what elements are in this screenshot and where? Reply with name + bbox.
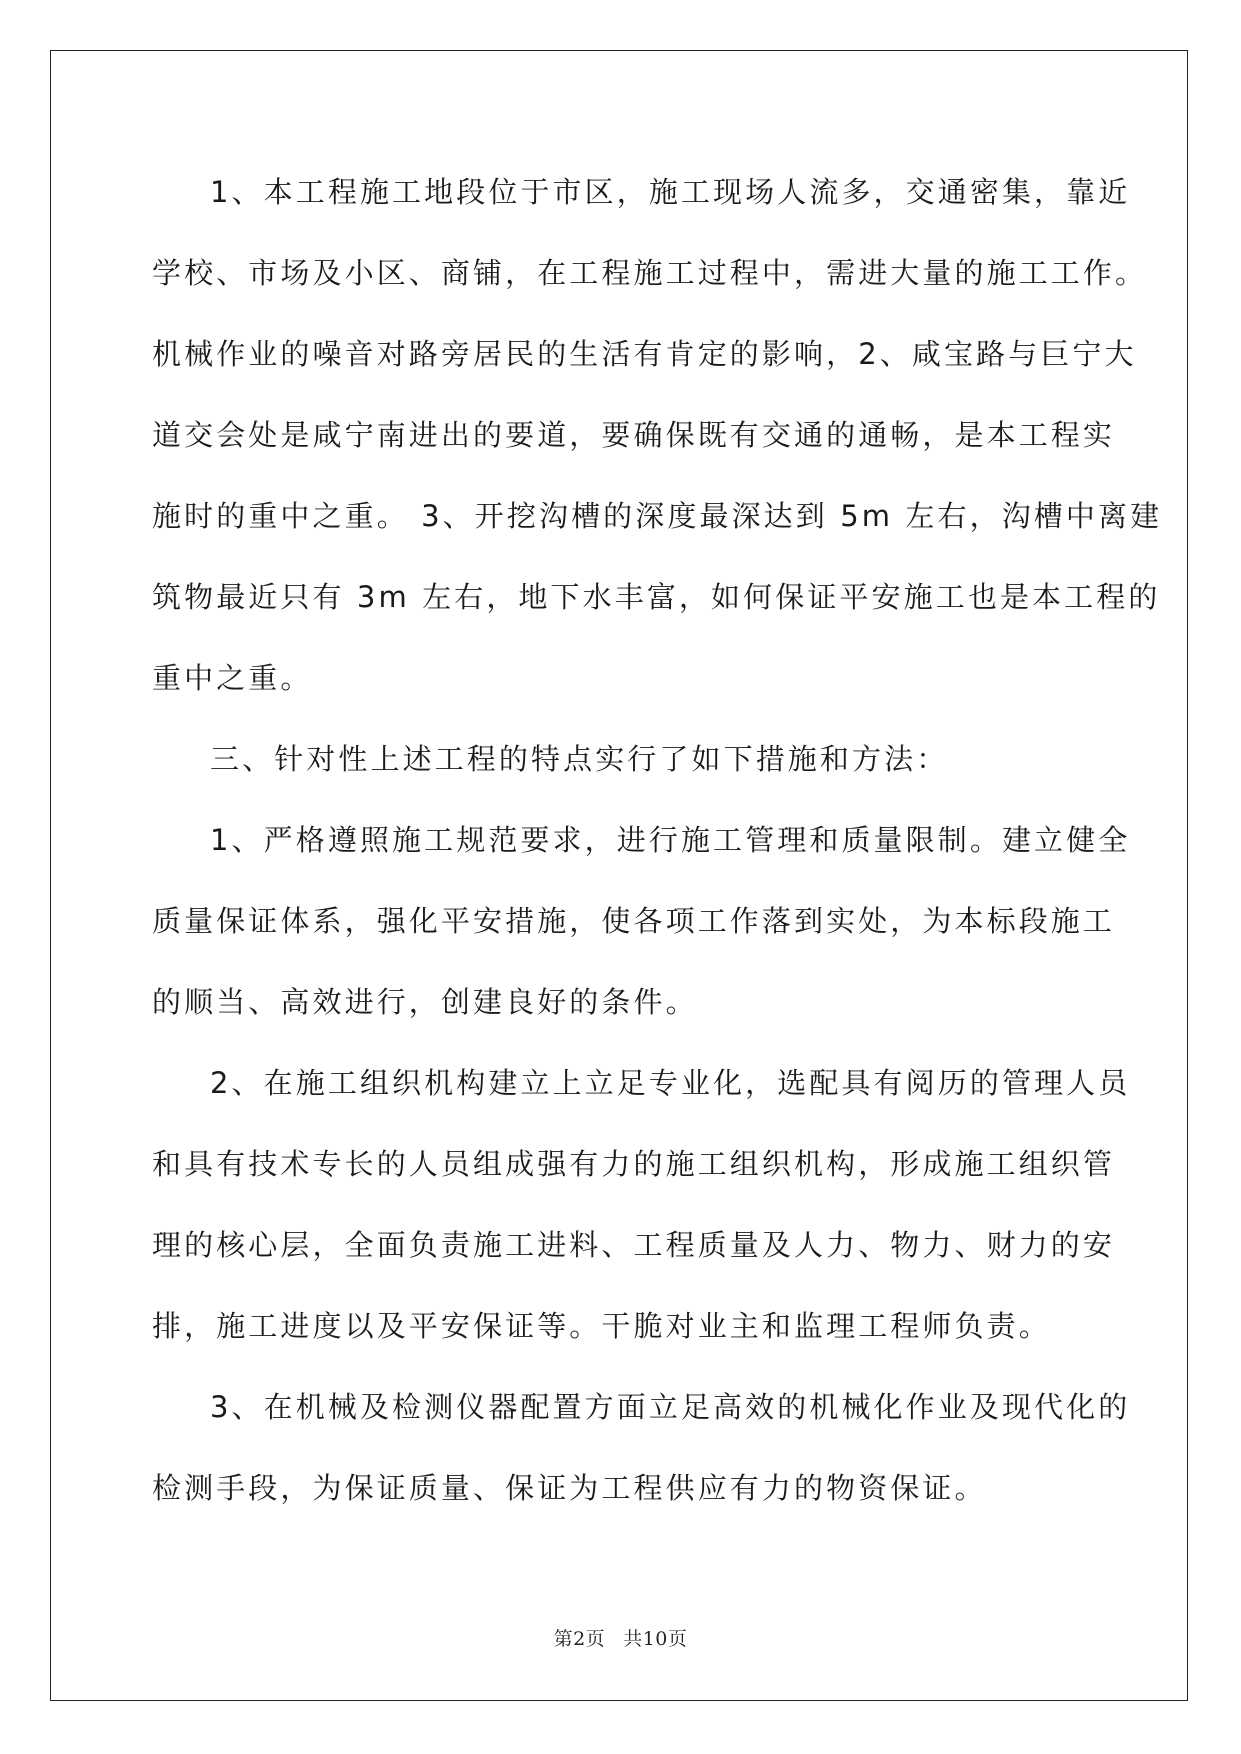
paragraph-4-line-1: 2、在施工组织机构建立上立足专业化，选配具有阅历的管理人员 — [210, 1066, 1131, 1100]
paragraph-1-line-2: 学校、市场及小区、商铺，在工程施工过程中，需进大量的施工工作。 — [152, 256, 1148, 290]
paragraph-1-line-7: 重中之重。 — [152, 661, 313, 695]
paragraph-1-line-3: 机械作业的噪音对路旁居民的生活有肯定的影响，2、咸宝路与巨宁大 — [152, 337, 1137, 371]
paragraph-3-line-2: 质量保证体系，强化平安措施，使各项工作落到实处，为本标段施工 — [152, 904, 1116, 938]
page-number: 第2页 — [553, 1628, 606, 1650]
page-footer — [0, 1624, 1241, 1651]
document-body — [152, 152, 1163, 1529]
paragraph-1-line-1: 1、本工程施工地段位于市区，施工现场人流多，交通密集，靠近 — [210, 175, 1131, 209]
paragraph-4-line-4: 排，施工进度以及平安保证等。干脆对业主和监理工程师负责。 — [152, 1309, 1051, 1343]
paragraph-1-line-6: 筑物最近只有 3m 左右，地下水丰富，如何保证平安施工也是本工程的 — [152, 580, 1161, 614]
paragraph-4-line-3: 理的核心层，全面负责施工进料、工程质量及人力、物力、财力的安 — [152, 1228, 1116, 1262]
paragraph-3-line-1: 1、严格遵照施工规范要求，进行施工管理和质量限制。建立健全 — [210, 823, 1131, 857]
paragraph-1-line-5: 施时的重中之重。 3、开挖沟槽的深度最深达到 5m 左右，沟槽中离建 — [152, 499, 1163, 533]
paragraph-5-line-2: 检测手段，为保证质量、保证为工程供应有力的物资保证。 — [152, 1471, 987, 1505]
section-heading: 三、针对性上述工程的特点实行了如下措施和方法： — [210, 742, 949, 776]
page-total: 共10页 — [623, 1628, 688, 1650]
paragraph-3-line-3: 的顺当、高效进行，创建良好的条件。 — [152, 985, 698, 1019]
paragraph-1-line-4: 道交会处是咸宁南进出的要道，要确保既有交通的通畅，是本工程实 — [152, 418, 1116, 452]
paragraph-5-line-1: 3、在机械及检测仪器配置方面立足高效的机械化作业及现代化的 — [210, 1390, 1131, 1424]
paragraph-4-line-2: 和具有技术专长的人员组成强有力的施工组织机构，形成施工组织管 — [152, 1147, 1116, 1181]
